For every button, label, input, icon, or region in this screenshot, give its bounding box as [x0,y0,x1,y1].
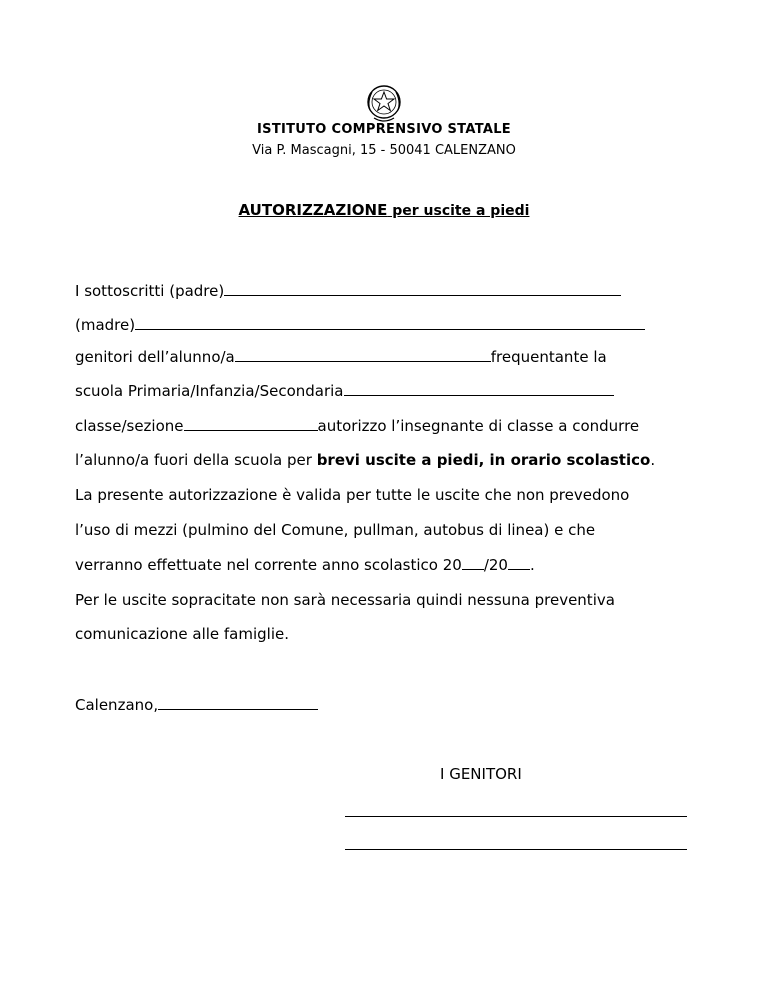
pupil-name-field[interactable] [235,347,491,362]
body-line-9 [75,555,535,574]
class-section-field[interactable] [184,416,318,431]
body-line-8: l’uso di mezzi (pulmino del Comune, pullman, autobus di linea) e che [75,521,596,539]
school-label: scuola Primaria/Infanzia/Secondaria [75,382,344,400]
school-year-end: . [529,556,535,574]
class-label: classe/sezione [75,417,184,435]
school-address: Via P. Mascagni, 15 - 50041 CALENZANO [252,143,516,158]
place-label: Calenzano, [75,696,159,714]
father-label: I sottoscritti (padre) [75,282,225,300]
father-name-field[interactable] [224,281,621,296]
year-end-field[interactable] [508,555,530,570]
body-bold-text: brevi uscite a piedi, in orario scolastico [316,451,651,469]
school-year-text: verranno effettuate nel corrente anno scolastico 20 [75,556,462,574]
body-line-10: Per le uscite sopracitate non sarà necessaria quindi nessuna preventiva [75,591,615,609]
body-line-6 [75,451,655,469]
school-name: ISTITUTO COMPRENSIVO STATALE [257,122,511,137]
school-type-field[interactable] [344,381,614,396]
body-line-11: comunicazione alle famiglie. [75,625,290,643]
class-line-after: autorizzo l’insegnante di classe a condurre [317,417,640,435]
body-line-7: La presente autorizzazione è valida per tutte le uscite che non prevedono [75,486,630,504]
italian-republic-emblem-icon [364,80,404,124]
year-start-field[interactable] [462,555,484,570]
pupil-line-after: frequentante la [490,348,607,366]
place-date-line [75,695,318,714]
title-main: AUTORIZZAZIONE [238,201,388,219]
signature-line-1[interactable] [345,816,687,817]
mother-label: (madre) [75,316,136,334]
title-rest: per uscite a piedi [387,203,530,219]
date-field[interactable] [158,695,318,710]
body-text: l’alunno/a fuori della scuola per [75,451,317,469]
pupil-label: genitori dell’alunno/a [75,348,235,366]
body-text-end: . [650,451,656,469]
mother-line [75,315,645,334]
mother-name-field[interactable] [135,315,645,330]
document-title [0,201,768,219]
signatories-label: I GENITORI [440,765,522,783]
signature-line-2[interactable] [345,849,687,850]
father-line [75,281,621,300]
class-line [75,416,639,435]
school-line [75,381,614,400]
pupil-line [75,347,607,366]
school-year-separator: /20 [483,556,508,574]
